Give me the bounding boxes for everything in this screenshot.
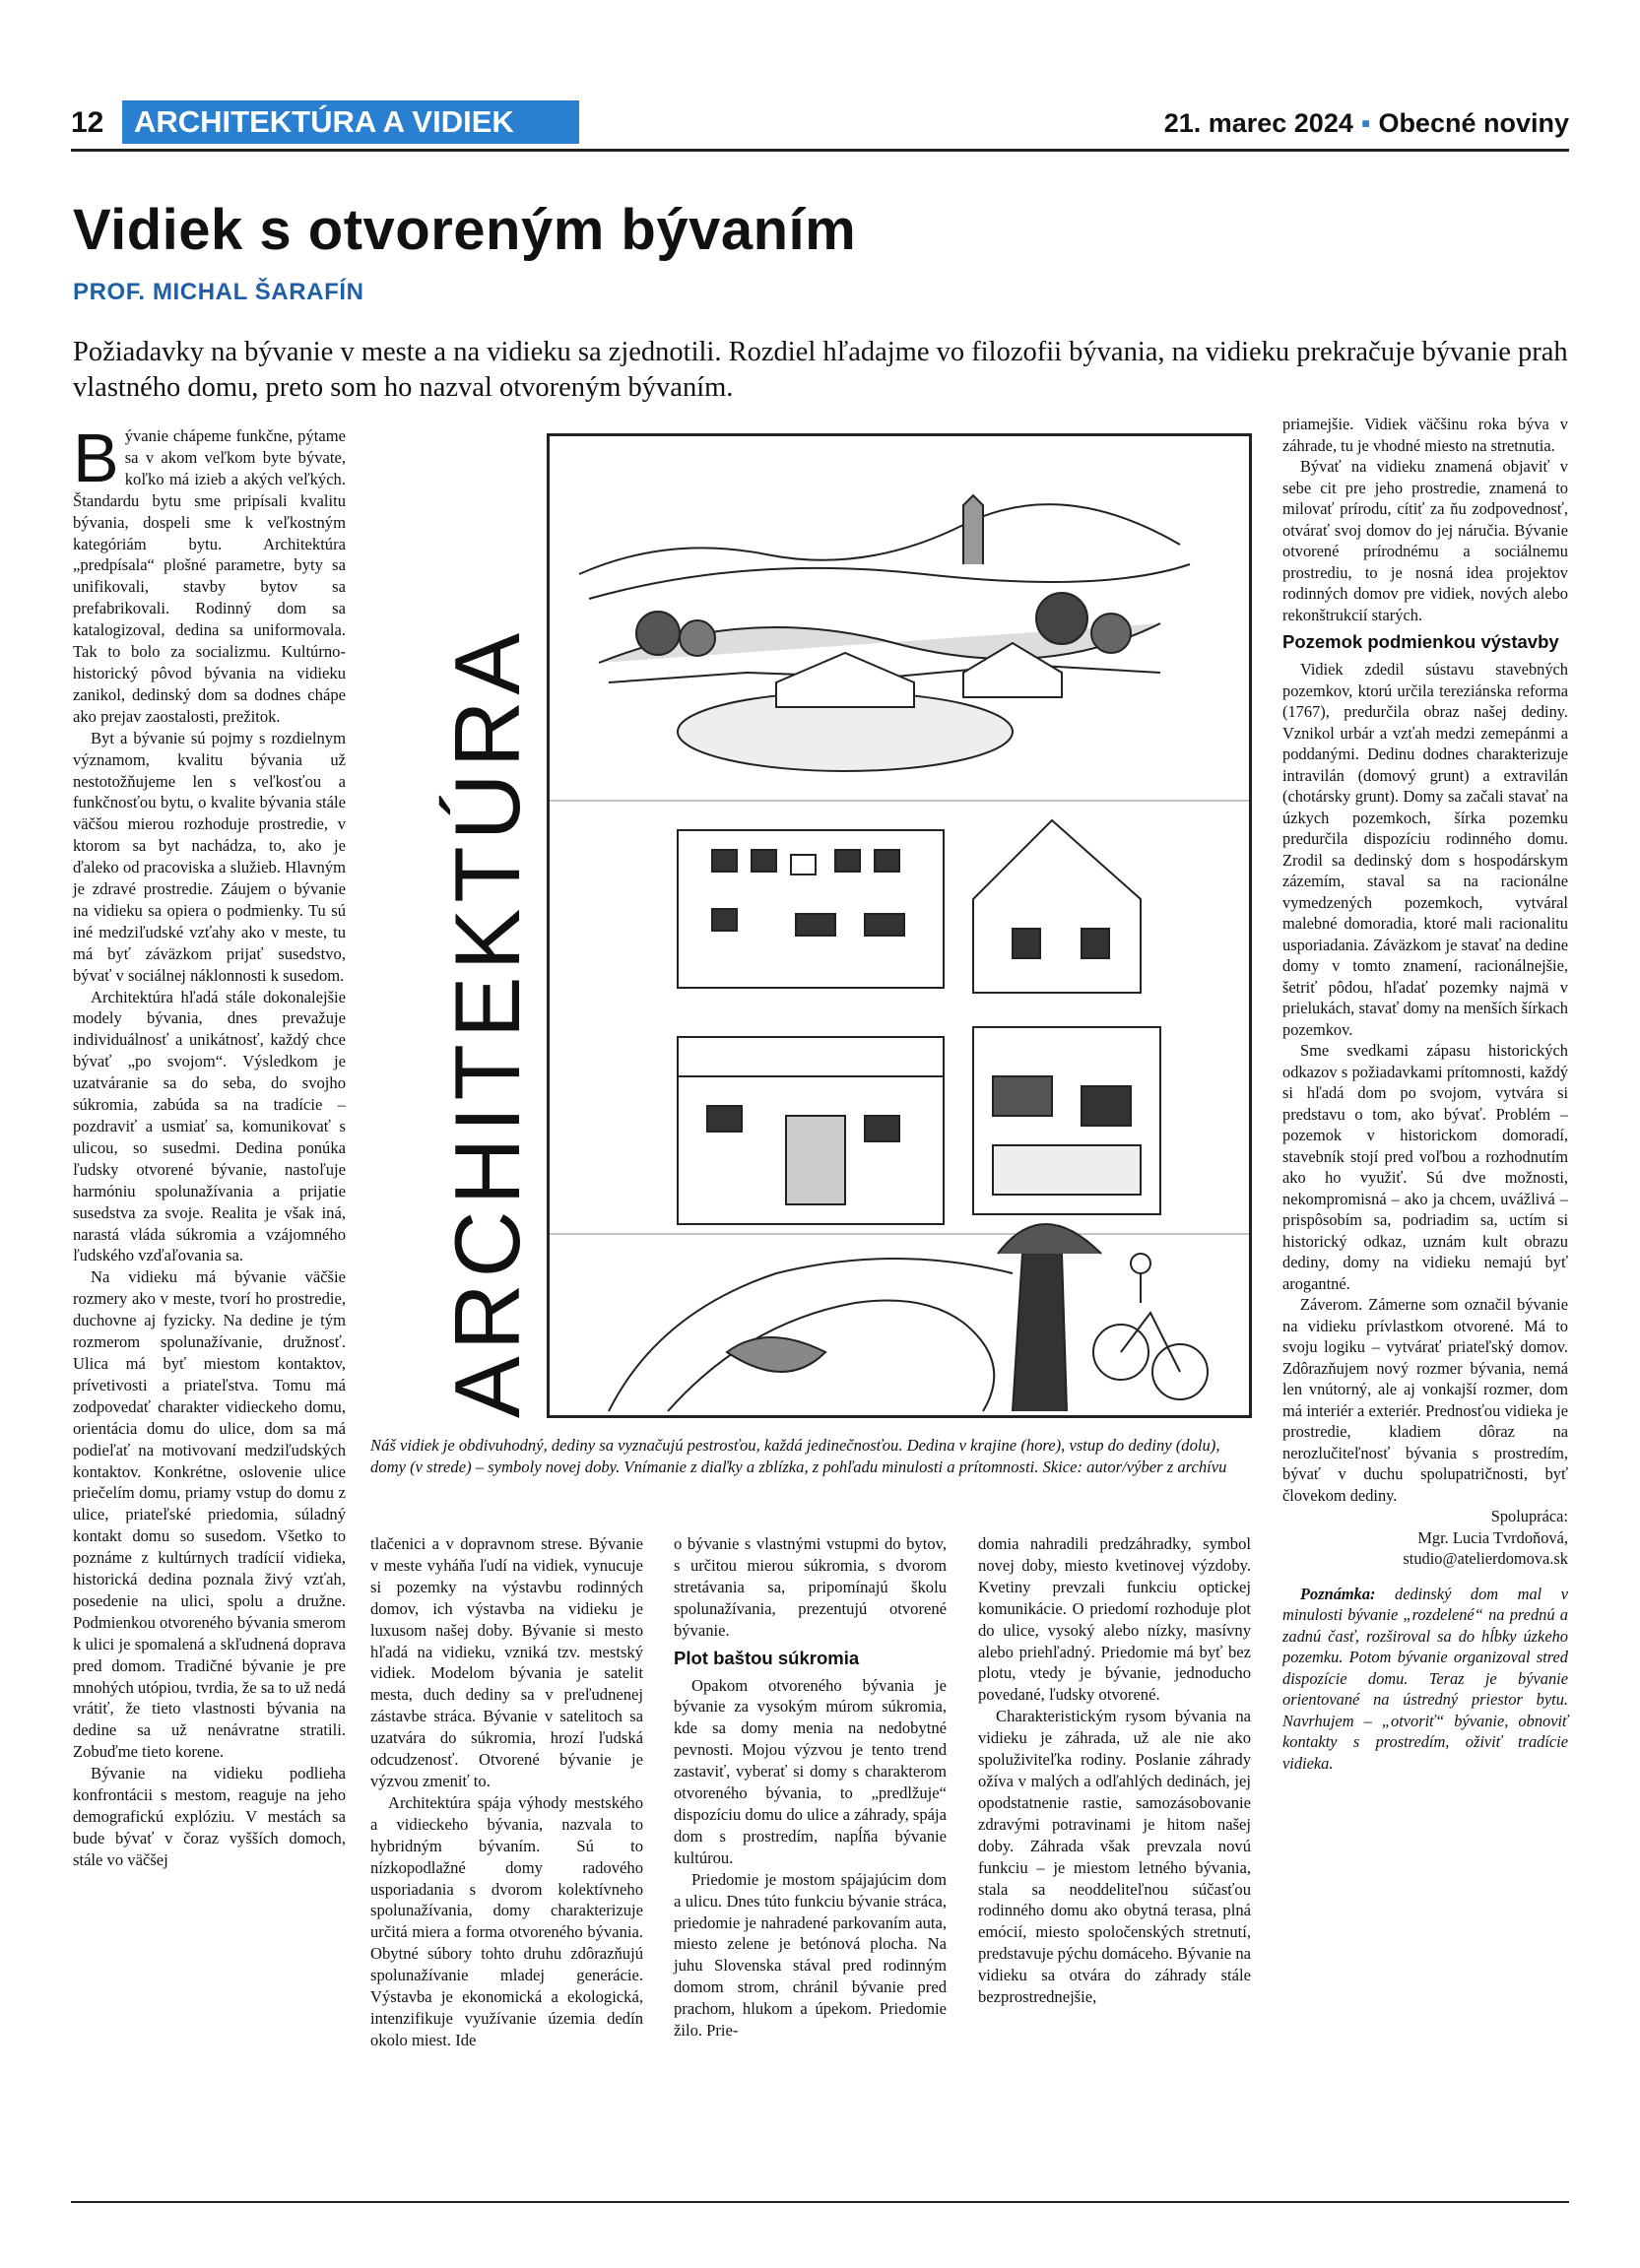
- paragraph: Vidiek zdedil sústavu stavebných pozemkov, ktorú určila tereziánska reforma (1767), predurčila obraz našej dediny. Vznikol urbár a vzťah medzi zemepánmi a poddanými. Dedinu dodnes charakterizuje intravilán (domový grunt) a extravilán (chotársky grunt). Domy sa začali stavať na úzkych pozemkoch, šírka pozemku predurčila dispozíciu rodinného domu. Zrodil sa dedinský dom s hospodárskym zázemím, staval sa na racionálne vymedzených pozemkoch, vytváral malebné domoradia, ktoré mali racionalitu usporiadania. Záväzkom je stavať na dedine domy v tomto znamení, racionálnejšie, šetriť pôdou, hľadať pozemky najmä v prielukách, stavať domy na menších šírkach pozemkov.: [1282, 660, 1568, 1039]
- column-1: [73, 420, 346, 1871]
- paragraph: o bývanie s vlastnými vstupmi do bytov, s určitou mierou súkromia, s dvorom stretávania sa, pripomínajú školu spolunažívania, prezentujú otvorené bývanie.: [674, 1534, 947, 1640]
- figure-caption: Náš vidiek je obdivuhodný, dediny sa vyznačujú pestrosťou, každá jedinečnosťou. Dedina v krajine (hore), vstup do dediny (dolu), domy (v strede) – symboly novej doby. Vnímanie z diaľky a zblízka, z pohľadu minulosti a prítomnosti. Skice: autor/výber z archívu: [370, 1436, 1227, 1476]
- article-title: Vidiek s otvoreným bývaním: [73, 198, 857, 262]
- square-bullet-icon: ▪: [1360, 108, 1371, 138]
- credit-email: studio@atelierdomova.sk: [1403, 1549, 1568, 1568]
- paragraph: Charakteristickým rysom bývania na vidieku je záhrada, už ale nie ako spoluživiteľka rodiny. Poslanie záhrady ožíva v malých a odľahlých dedinách, jej opodstatnenie rastie, samozásobovanie zdravými potravinami je hitom našej doby. Záhrada však prevzala novú funkciu – je miestom letného bývania, stala sa neoddeliteľnou súčasťou rodinného domu ako obytná terasa, plná emócií, miesto spoločenských stretnutí, predstavuje pýchu domáceho. Bývanie na vidieku sa otvára do záhrady stále bezprostrednejšie,: [978, 1707, 1251, 2007]
- article-author: PROF. MICHAL ŠARAFÍN: [73, 279, 364, 305]
- subheading: Plot baštou súkromia: [674, 1647, 860, 1668]
- column-2: [370, 1533, 643, 2051]
- house-sketches: [678, 820, 1160, 1224]
- credit-name: Mgr. Lucia Tvrdoňová,: [1417, 1527, 1568, 1547]
- paragraph: Záverom. Zámerne som označil bývanie na vidieku prívlastkom otvorené. Má to svoju logiku – vytvárať priateľský domov. Zdôrazňujem nový rozmer bývania, nemá len vnútorný, ale aj vonkajší rozmer, dom má interiér a exteriér. Prednosťou vidieka je prostredie, kladiem dôraz na nerozlučiteľnosť bývania s prostredím, bývať v duchu spolupatričnosti, byť človekom dediny.: [1282, 1295, 1568, 1505]
- paragraph: domia nahradili predzáhradky, symbol novej doby, miesto kvetinovej výzdoby. Kvetiny prevzali funkciu optickej komunikácie. O priedomí rozhoduje plot do ulice, vysoký alebo nízky, masívny alebo priehľadný. Priedomie má byť bez plotu, vtedy je bývanie, jednoducho povedané, ľudsky otvorené.: [978, 1534, 1251, 1705]
- paragraph: Architektúra hľadá stále dokonalejšie modely bývania, dnes prevažuje individuálnosť a unikátnosť, každý chce bývať „po svojom“. Výsledkom je uzatváranie sa do seba, do svojho súkromia, zabúda sa na tradície – pozdraviť a usmiať sa, komunikovať s ulicou, so susedmi. Dedina ponúka ľudsky otvorené bývanie, nastoľuje harmóniu spolunažívania a prijatie susedstva za svoje. Realita je však iná, narastá vláda súkromia a vzájomného ľudského vzďaľovania sa.: [73, 987, 346, 1265]
- paragraph: Na vidieku má bývanie väčšie rozmery ako v meste, tvorí ho prostredie, duchovne aj fyzicky. Na dedine je tým rozmerom spolunažívanie, družnosť. Ulica má byť miestom kontaktov, prívetivosti a priateľstva. Tomu má zodpovedať charakter vidieckeho domu, orientácia domu do ulice, dom sa má podieľať na motivovaní medziľudských kontaktov. Konkrétne, oslovenie ulice priečelím domu, priamy vstup do domu z ulice, priateľské priedomia, súladný kontakt domu so susedom. Všetko to poznáme z kultúrnych tradícií vidieka, historická dedina poznala živý vzťah, posedenie na ulici, spolu a družne. Podmienkou otvoreného bývania smerom k ulici je spomalená a skľudnená doprava pred domom. Tradičné bývanie je pre mnohých utópiou, tvrdia, že sa to už nedá vrátiť, že tieto vlastnosti bývania na dedine sa už nenávratne stratili. Zobuďme tieto korene.: [73, 1267, 346, 1762]
- paragraph-text: ývanie chápeme funkčne, pýtame sa v akom veľkom byte bývate, koľko má izieb a akých veľkých. Štandardu bytu sme pripísali kvalitu bývania, dospeli sme k veľkostným kategóriám bytu. Architektúra „predpísala“ plošné parametre, byty sa unifikovali, stavby bytov sa prefabrikovali. Rodinný dom sa katalogizoval, dedina sa uniformovala. Tak to bolo za socializmu. Kultúrno-historický pôvod bývania na vidieku zanikol, dedinský dom sa dodnes chápe ako prejav zaostalosti, prežitok.: [73, 426, 346, 726]
- note-text: dedinský dom mal v minulosti bývanie „rozdelené“ na prednú a zadnú časť, rozširoval sa do hĺbky úzkeho pozemku. Potom bývanie organizoval stred dispozície domu. Teraz je bývanie orientované na ústredný priestor bytu. Navrhujem – „otvoriť“ bývanie, obnoviť kontakty s prostredím, oživiť tradície vidieka.: [1282, 1584, 1568, 1773]
- paragraph: Architektúra spája výhody mestského a vidieckeho bývania, nazvala to hybridným bývaním. Sú to nízkopodlažné domy radového usporiadania s dvorom kolektívneho spolunažívania, domy charakterizuje určitá miera a forma otvoreného bývania. Obytné súbory tohto druhu zdôrazňujú spolunažívanie mladej generácie. Výstavba je ekonomická a ekologická, intenzifikuje využívanie územia dedín okolo miest. Ide: [370, 1792, 643, 2049]
- note: [1282, 1584, 1568, 1775]
- paragraph: priamejšie. Vidiek väčšinu roka býva v záhrade, tu je vhodné miesto na stretnutia.: [1282, 415, 1568, 455]
- paragraph: tlačenici a v dopravnom strese. Bývanie v meste vyháňa ľudí na vidiek, vynucuje si pozemky na výstavbu rodinných domov, ich výstavba na vidieku je luxusom našej doby. Bývanie si mesto hľadá na vidieku, vzniká tzv. mestský vidiek. Modelom bývania je satelit mesta, duch dediny sa v preľudnenej zástavbe stráca. Bývanie v satelitoch sa uzatvára do súkromia, hrozí ľudská odcudzenosť. Otvorené bývanie je výzvou zmeniť to.: [370, 1534, 643, 1790]
- header-rule: [71, 149, 1569, 152]
- paragraph: Priedomie je mostom spájajúcim dom a ulicu. Dnes túto funkciu bývanie stráca, priedomie je nahradené parkovaním auta, miesto zelene je betónová plocha. Na juhu Slovenska stával pred rodinným domom strom, chránil bývanie pred prachom, hlukom a úpekom. Priedomie žilo. Prie-: [674, 1869, 947, 2041]
- village-entrance-sketch: [609, 1224, 1208, 1411]
- publication-name: Obecné noviny: [1378, 108, 1569, 138]
- page-number: 12: [71, 106, 104, 139]
- column-4: [978, 1533, 1251, 2008]
- issue-info: [1164, 108, 1569, 139]
- village-landscape-sketch: [579, 495, 1190, 771]
- issue-date: 21. marec 2024: [1163, 108, 1353, 138]
- footer-rule: [71, 2201, 1569, 2203]
- paragraph: Bývať na vidieku znamená objaviť v sebe cit pre jeho prostredie, znamená to milovať prírodu, cítiť za ňu zodpovednosť, otvárať svoj domov do jej náručia. Bývanie otvorené prírodnému a sociálnemu prostrediu, to je nosná idea projektov rodinných domov pre vidiek, nových alebo rekonštrukcií starých.: [1282, 457, 1568, 624]
- column-5: [1282, 414, 1568, 1774]
- section-label: ARCHITEKTÚRA A VIDIEK: [122, 100, 579, 144]
- paragraph: Opakom otvoreného bývania je bývanie za vysokým múrom súkromia, kde sa domy menia na nedobytné pevnosti. Mojou výzvou je tento trend zastaviť, vyberať si domy s charakterom otvoreného bývania, to „predlžuje“ dispozíciu domu do ulice a záhrady, spája dom s prostredím, napĺňa bývanie kultúrou.: [674, 1675, 947, 1867]
- paragraph: Sme svedkami zápasu historických odkazov s požiadavkami prítomnosti, každý si hľadá dom po svojom, vytvára si predstavu o tom, ako bývať. Problém – pozemok v historickom domoradí, stavebník stojí pred voľbou a rozhodnutím ako ho využiť. Sú dve možnosti, nekompromisná – ako ja chcem, uvážlivá – prispôsobím sa, podriadim sa, uctím si historický odkaz, uznám kult obrazu dediny, domy na vidieku nemajú byť arogantné.: [1282, 1041, 1568, 1293]
- credit-label: Spolupráca:: [1490, 1507, 1568, 1525]
- paragraph: [73, 420, 346, 728]
- column-3: [674, 1533, 947, 2041]
- note-label: Poznámka:: [1300, 1584, 1376, 1603]
- paragraph: Byt a bývanie sú pojmy s rozdielnym významom, kvalitu bývania už nestotožňujeme len s veľkosťou a funkčnosťou bytu, o kvalite bývania stále väčšou mierou rozhoduje prostredie, v ktorom sa byt nachádza, to, ako je ďaleko od pracoviska a služieb. Hlavným je zdravé prostredie. Záujem o bývanie na vidieku sa opiera o podmienky. Tu sú iné medziľudské vzťahy ako v meste, tu má byť záväzkom prijať susedstvo, bývať v sociálnej náklonnosti k susedom.: [73, 728, 346, 985]
- article-lead: Požiadavky na bývanie v meste a na vidieku sa zjednotili. Rozdiel hľadajme vo filozofii bývania, na vidieku prekračuje bývanie prah vlastného domu, preto som ho nazval otvoreným bývaním.: [73, 337, 1568, 403]
- paragraph: Bývanie na vidieku podlieha konfrontácii s mestom, reaguje na jeho demografickú explóziu. V mestách sa bude bývať v čoraz vyšších domoch, stále vo väčšej: [73, 1764, 346, 1869]
- sketch-illustration: [550, 436, 1249, 1415]
- figure-sketches: [547, 433, 1252, 1418]
- figure-vertical-text: ARCHITEKTÚRA: [435, 626, 539, 1418]
- subheading: Pozemok podmienkou výstavby: [1282, 631, 1559, 652]
- drop-cap: B: [73, 420, 119, 496]
